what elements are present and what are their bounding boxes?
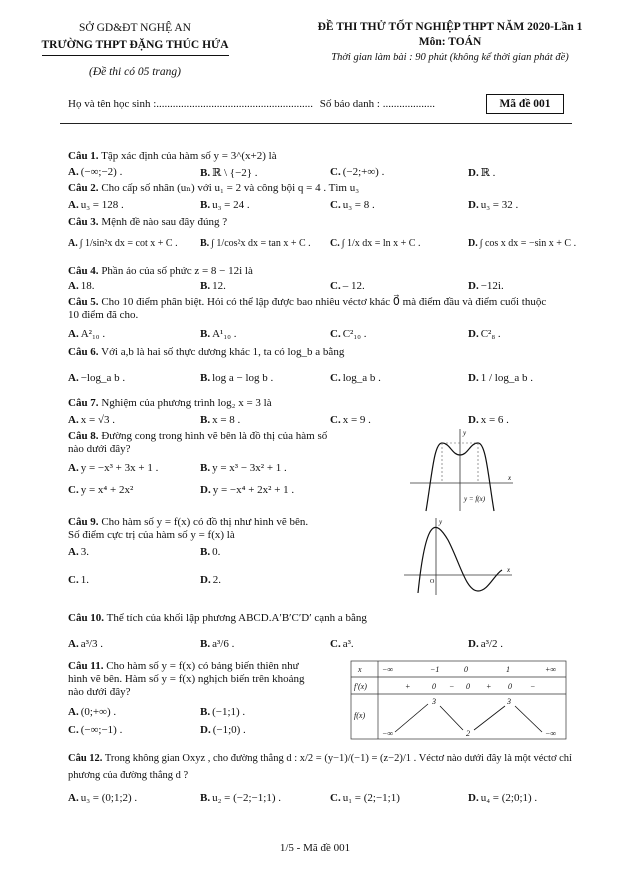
exam-time: Thời gian làm bài : 90 phút (không kể thời gian phát đề) [331, 52, 569, 63]
q8-option-a: A. y = −x³ + 3x + 1 . [68, 462, 159, 474]
q2-option-b: B. u₃ = 24 . [200, 199, 250, 211]
q6-option-b: B. log a − log b . [200, 372, 274, 384]
question-12: Câu 12. Trong không gian Oxyz , cho đường thẳng d : x/2 = (y−1)/(−1) = (z−2)/1 . Véctơ nào dưới đây là một véctơ chỉ phương của đường thẳng d ? [68, 753, 572, 781]
q9-graph [402, 515, 517, 597]
bbt-row-fp: f′(x) [354, 682, 367, 691]
q1-option-b: B. ℝ \ {−2} . [200, 167, 258, 179]
student-info [68, 98, 435, 110]
question-7: Câu 7. Nghiệm của phương trình log₂ x = 3 là [68, 397, 272, 409]
q3-option-d: D. ∫ cos x dx = −sin x + C . [468, 238, 577, 249]
bbt-x-3: 1 [506, 665, 510, 674]
q12-option-d: D. u₄ = (2;0;1) . [468, 792, 538, 804]
bbt-arrow-down-1 [440, 706, 463, 730]
q6-option-c: C. log_a b . [330, 372, 381, 384]
page-footer: 1/5 - Mã đề 001 [279, 842, 351, 854]
header-right [290, 20, 610, 65]
q10-option-b: B. a³/6 . [200, 638, 235, 650]
bbt-f-0: −∞ [382, 729, 394, 738]
q9-option-c: C. 1. [68, 574, 89, 586]
question-11: Câu 11. Cho hàm số y = f(x) có bảng biến thiên như hình vẽ bên. Hàm số y = f(x) nghịch biến trên khoảng nào dưới đây? [68, 660, 305, 698]
question-9: Câu 9. Cho hàm số y = f(x) có đồ thị như hình vẽ bên. Số điểm cực trị của hàm số y = f(x) là [68, 516, 309, 541]
q6-option-a: A. −log_a b . [68, 372, 126, 384]
bbt-arrow-up-1 [395, 704, 428, 732]
q8-curve-label: y = f(x) [464, 495, 486, 503]
bbt-sign-5: 0 [508, 682, 512, 691]
q8-option-d: D. y = −x⁴ + 2x² + 1 . [200, 484, 295, 496]
q2-option-c: C. u₃ = 8 . [330, 199, 375, 211]
bbt-x-0: −∞ [382, 665, 394, 674]
q2-option-a: A. u₃ = 128 . [68, 199, 124, 211]
q7-option-b: B. x = 8 . [200, 414, 241, 426]
q3-option-b: B. ∫ 1/cos²x dx = tan x + C . [200, 238, 311, 249]
q8-option-b: B. y = x³ − 3x² + 1 . [200, 462, 287, 474]
bbt-f-1: 3 [432, 697, 436, 706]
q12-option-b: B. u₂ = (−2;−1;1) . [200, 792, 281, 804]
header-left [40, 20, 230, 81]
q1-option-d: D. ℝ . [468, 167, 496, 179]
bbt-sign-2: − [449, 682, 455, 691]
q8-option-c: C. y = x⁴ + 2x² [68, 484, 134, 496]
q5-option-b: B. A¹₁₀ . [200, 328, 237, 340]
q3-option-c: C. ∫ 1/x dx = ln x + C . [330, 238, 421, 249]
q2-option-d: D. u₃ = 32 . [468, 199, 519, 211]
school-name: TRƯỜNG THPT ĐẶNG THÚC HỨA [40, 37, 230, 56]
q9-option-d: D. 2. [200, 574, 221, 586]
q10-option-c: C. a³. [330, 638, 354, 650]
q5-option-c: C. C²₁₀ . [330, 328, 367, 340]
q1-option-a: A. (−∞;−2) . [68, 166, 123, 178]
exam-code-box: Mã đề 001 [486, 94, 564, 114]
q5-option-a: A. A²₁₀ . [68, 328, 106, 340]
bbt-x-4: +∞ [545, 665, 557, 674]
q4-option-b: B. 12. [200, 280, 226, 292]
question-8: Câu 8. Đường cong trong hình vẽ bên là đồ thị của hàm số nào dưới đây? [68, 430, 328, 455]
bbt-row-f: f(x) [354, 711, 366, 720]
q12-option-a: A. u₃ = (0;1;2) . [68, 792, 138, 804]
q4-option-d: D. −12i. [468, 280, 504, 292]
q10-option-d: D. a³/2 . [468, 638, 503, 650]
q11-option-d: D. (−1;0) . [200, 724, 246, 736]
sbd-line: Số báo danh : ................... [319, 98, 435, 110]
bbt-sign-4: + [486, 682, 492, 691]
question-2: Câu 2. Cho cấp số nhân (uₙ) với u₁ = 2 và công bội q = 4 . Tìm u₃ [68, 182, 360, 194]
bbt-sign-1: 0 [432, 682, 436, 691]
question-5: Câu 5. Cho 10 điểm phân biệt. Hỏi có thể lập được bao nhiêu véctơ khác 0⃗ mà điểm đầu và điểm cuối thuộc 10 điểm đã cho. [68, 296, 547, 321]
question-3: Câu 3. Mệnh đề nào sau đây đúng ? [68, 216, 228, 228]
question-4: Câu 4. Phần ảo của số phức z = 8 − 12i là [68, 265, 253, 277]
bbt-x-2: 0 [464, 665, 468, 674]
divider [60, 123, 572, 124]
subject: Môn: TOÁN [418, 36, 482, 48]
bbt-row-x: x [358, 665, 362, 674]
bbt-f-3: 3 [507, 697, 511, 706]
q11-option-c: C. (−∞;−1) . [68, 724, 123, 736]
q9-y-label: y [439, 518, 443, 526]
question-1: Câu 1. Tập xác định của hàm số y = 3^(x+2) là [68, 150, 277, 162]
q11-option-b: B. (−1;1) . [200, 706, 246, 718]
bbt-x-1: −1 [430, 665, 440, 674]
dept-name: SỞ GD&ĐT NGHỆ AN [79, 22, 191, 34]
student-name-line: Họ và tên học sinh :......................................................... [68, 98, 314, 110]
q8-y-label: y [463, 429, 467, 437]
q11-option-a: A. (0;+∞) . [68, 706, 117, 718]
q9-x-label: x [507, 566, 511, 574]
bbt-sign-0: + [405, 682, 411, 691]
bbt-arrow-up-2 [474, 706, 505, 730]
q8-x-label: x [508, 474, 512, 482]
q9-option-b: B. 0. [200, 546, 221, 558]
exam-title: ĐỀ THI THỬ TỐT NGHIỆP THPT NĂM 2020-Lần 1 [317, 21, 583, 33]
q3-option-a: A. ∫ 1/sin²x dx = cot x + C . [68, 238, 178, 249]
variation-table [350, 660, 568, 742]
question-10: Câu 10. Thể tích của khối lập phương ABCD.A′B′C′D′ cạnh a bằng [68, 612, 367, 624]
q9-option-a: A. 3. [68, 546, 89, 558]
q1-option-c: C. (−2;+∞) . [330, 166, 385, 178]
q4-option-c: C. – 12. [330, 280, 365, 292]
bbt-sign-3: 0 [466, 682, 470, 691]
q8-graph [408, 425, 518, 513]
q7-option-c: C. x = 9 . [330, 414, 371, 426]
q6-option-d: D. 1 / log_a b . [468, 372, 533, 384]
pages-note: (Đề thi có 05 trang) [89, 66, 181, 78]
bbt-f-4: −∞ [545, 729, 557, 738]
q10-option-a: A. a³/3 . [68, 638, 103, 650]
bbt-sign-6: − [530, 682, 536, 691]
q7-option-d: D. x = 6 . [468, 414, 509, 426]
q4-option-a: A. 18. [68, 280, 95, 292]
q12-option-c: C. u₁ = (2;−1;1) [330, 792, 400, 804]
q9-origin: O [430, 579, 435, 585]
question-6: Câu 6. Với a,b là hai số thực dương khác 1, ta có log_b a bằng [68, 346, 345, 358]
bbt-arrow-down-2 [515, 706, 542, 732]
q5-option-d: D. C²₈ . [468, 328, 501, 340]
bbt-f-2: 2 [466, 729, 470, 738]
q7-option-a: A. x = √3 . [68, 414, 115, 426]
